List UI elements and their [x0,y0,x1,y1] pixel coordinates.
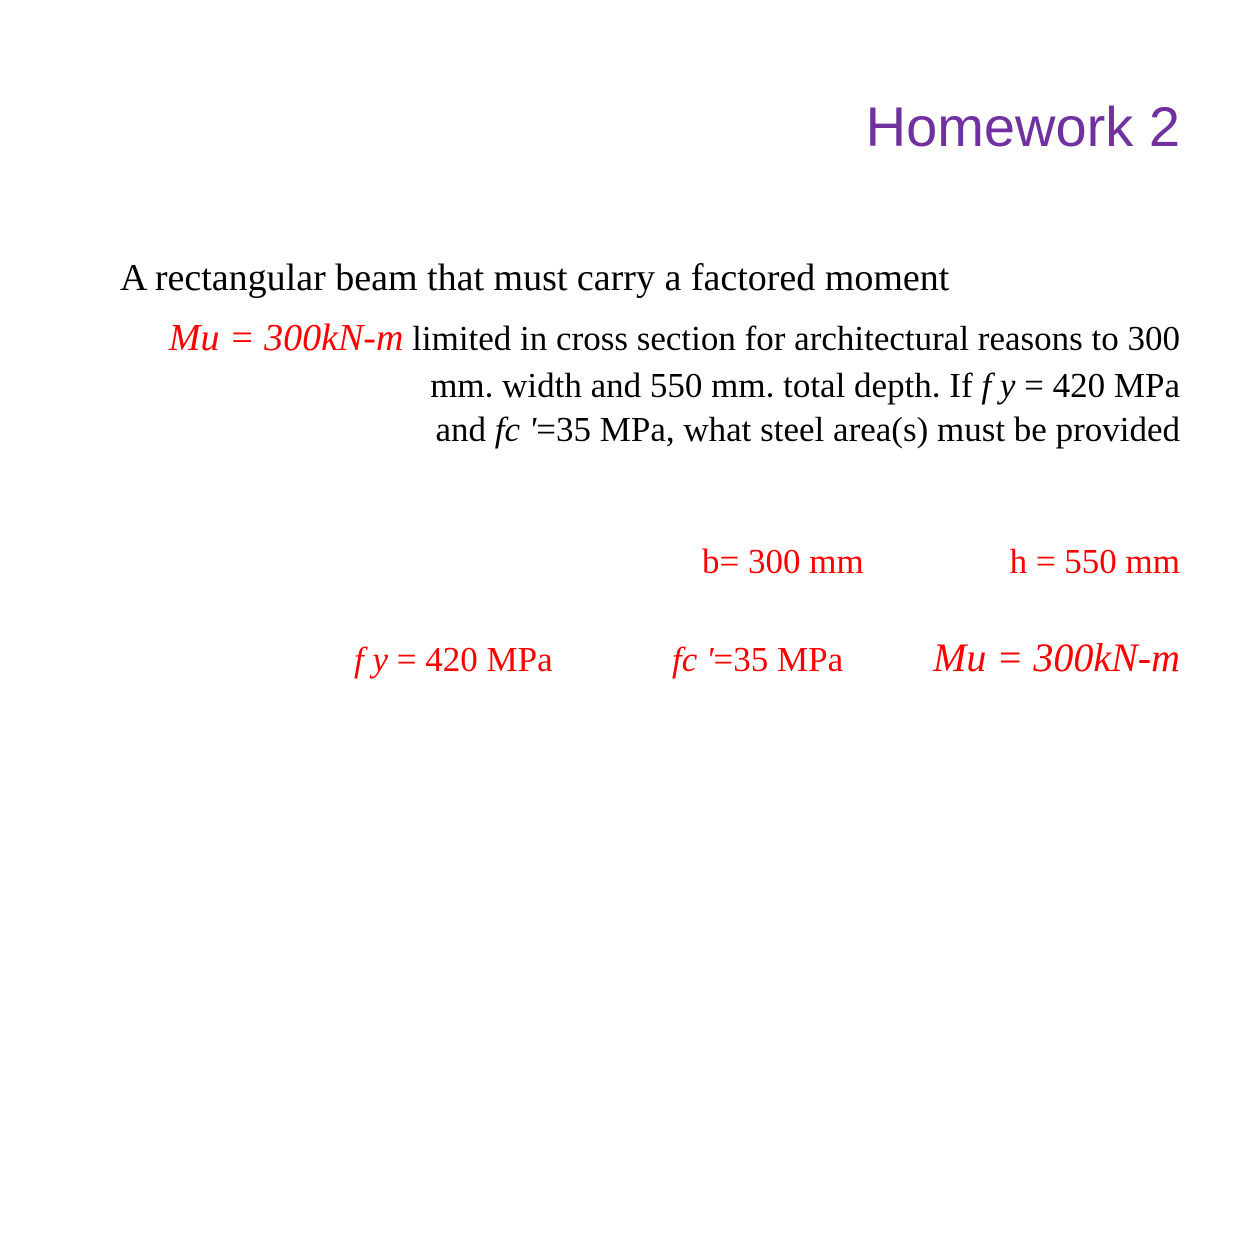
problem-line-4 [435,410,1180,450]
moment-formula: Mu = 300kN-m [168,317,404,359]
fy-symbol: f y [981,366,1016,405]
problem-line-3 [430,366,1180,406]
fc-symbol: fc ' [494,410,537,449]
problem-line-3-tail: = 420 MPa [1015,366,1180,405]
given-fc-symbol: fc ' [672,640,714,679]
given-fy-value: = 420 MPa [388,640,553,679]
given-depth: h = 550 mm [1009,542,1180,581]
given-fc-value: =35 MPa [713,640,844,679]
problem-line-2 [169,316,1180,360]
slide-title: Homework 2 [865,95,1180,158]
given-width: b= 300 mm [702,542,864,581]
given-fc [672,640,843,680]
problem-line-4-pre: and [435,410,495,449]
given-moment: Mu = 300kN-m [933,635,1180,680]
problem-line-3-text: mm. width and 550 mm. total depth. If [430,366,982,405]
problem-line-2-text: limited in cross section for architectural reasons to 300 [403,319,1180,358]
given-fy [354,640,553,680]
problem-line-4-tail: =35 MPa, what steel area(s) must be provided [536,410,1180,449]
problem-line-1: A rectangular beam that must carry a factored moment [120,257,950,299]
given-fy-symbol: f y [354,640,389,679]
